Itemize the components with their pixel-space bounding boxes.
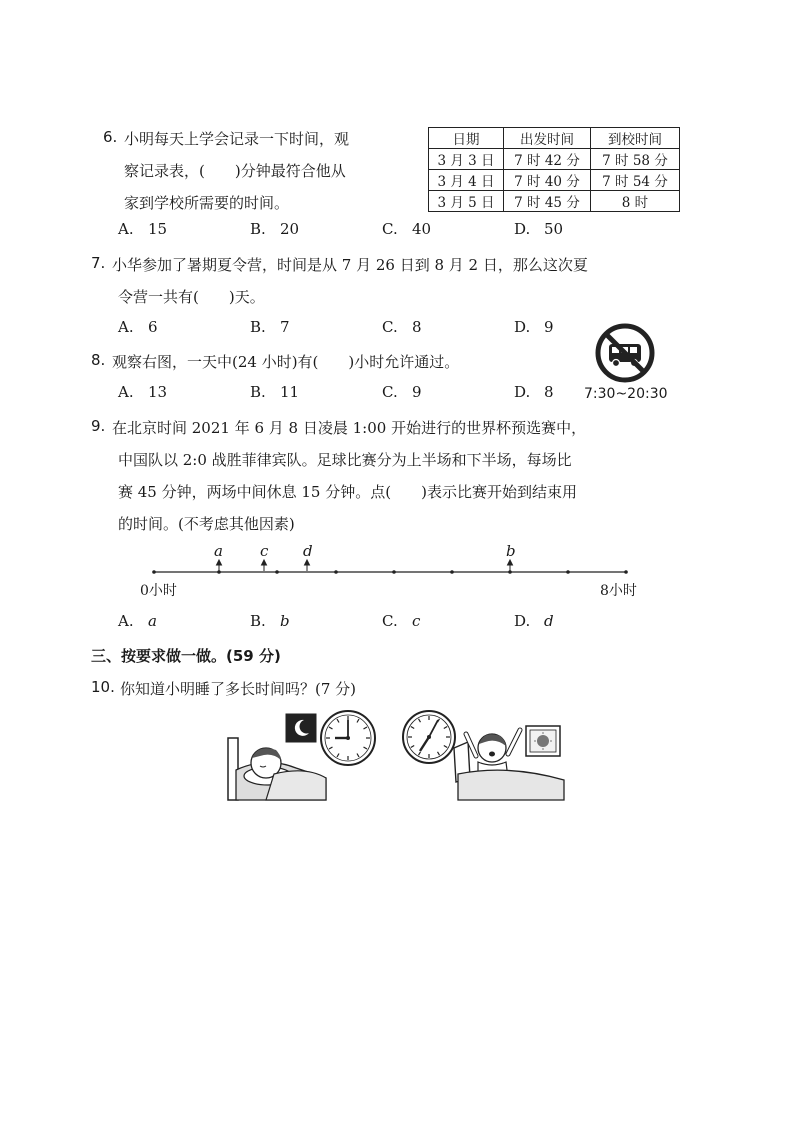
- question-text: 小华参加了暑期夏令营，时间是从 7 月 26 日到 8 月 2 日，那么这次夏: [112, 256, 588, 274]
- table-cell: 7 时 58 分: [591, 149, 680, 170]
- option-letter: C.: [382, 318, 398, 336]
- time-number-line: [140, 540, 640, 600]
- option-letter: A.: [118, 383, 134, 401]
- option-letter: B.: [250, 383, 266, 401]
- option-c[interactable]: [382, 383, 422, 401]
- question-text: 观察右图，一天中(24 小时)有( )小时允许通过。: [112, 353, 460, 371]
- table-cell: 3 月 4 日: [429, 170, 504, 191]
- option-value: 11: [280, 383, 300, 401]
- option-a[interactable]: [118, 383, 167, 401]
- question-text: 在北京时间 2021 年 6 月 8 日凌晨 1:00 开始进行的世界杯预选赛中，: [112, 419, 587, 437]
- option-c[interactable]: [382, 318, 422, 336]
- point-arrows: [217, 560, 513, 571]
- option-b[interactable]: [250, 220, 299, 238]
- table-row: [429, 191, 680, 212]
- option-d[interactable]: [514, 220, 563, 238]
- option-letter: C.: [382, 220, 398, 238]
- question-text: 赛 45 分钟，两场中间休息 15 分钟。点( )表示比赛开始到结束用: [118, 483, 577, 501]
- option-a[interactable]: [118, 220, 167, 238]
- table-header-cell: 日期: [429, 128, 504, 149]
- axis-start-label: 0小时: [140, 583, 177, 599]
- option-value: 20: [280, 220, 300, 238]
- option-value: 7: [280, 318, 290, 336]
- option-letter: B.: [250, 318, 266, 336]
- option-letter: D.: [514, 318, 531, 336]
- question-number: 10.: [91, 678, 115, 696]
- no-bus-sign-icon: [594, 322, 656, 384]
- option-c[interactable]: [382, 612, 420, 630]
- table-header-cell: 到校时间: [591, 128, 680, 149]
- waking-boy-illustration: [448, 708, 570, 804]
- table-cell: 7 时 54 分: [591, 170, 680, 191]
- sign-time-caption: 7:30~20:30: [584, 386, 668, 402]
- option-letter: D.: [514, 612, 531, 630]
- option-value: 40: [412, 220, 432, 238]
- question-text: 察记录表，( )分钟最符合他从: [124, 162, 346, 180]
- table-row: [429, 170, 680, 191]
- option-b[interactable]: [250, 383, 299, 401]
- time-record-table: [428, 127, 680, 212]
- axis-end-label: 8小时: [600, 583, 637, 599]
- option-value: 8: [544, 383, 554, 401]
- question-text: 你知道小明睡了多长时间吗？(7 分): [120, 680, 357, 698]
- clock-sleep-icon: [318, 708, 378, 768]
- option-value: c: [412, 612, 421, 630]
- option-value: 15: [148, 220, 168, 238]
- option-letter: A.: [118, 220, 134, 238]
- question-number: 8.: [91, 351, 106, 369]
- option-b[interactable]: [250, 318, 290, 336]
- question-number: 9.: [91, 417, 106, 435]
- option-value: 13: [148, 383, 168, 401]
- option-d[interactable]: [514, 318, 554, 336]
- table-row: [429, 149, 680, 170]
- option-d[interactable]: [514, 383, 554, 401]
- option-value: 9: [412, 383, 422, 401]
- point-label-c: c: [260, 542, 269, 560]
- table-header-row: [429, 128, 680, 149]
- option-letter: B.: [250, 612, 266, 630]
- option-letter: D.: [514, 383, 531, 401]
- question-text: 令营一共有( )天。: [118, 288, 265, 306]
- table-cell: 3 月 5 日: [429, 191, 504, 212]
- option-letter: D.: [514, 220, 531, 238]
- table-cell: 7 时 45 分: [504, 191, 591, 212]
- option-value: d: [544, 612, 554, 630]
- question-number: 6.: [103, 128, 118, 146]
- option-value: a: [148, 612, 157, 630]
- option-value: 8: [412, 318, 422, 336]
- option-value: 50: [544, 220, 564, 238]
- question-text: 家到学校所需要的时间。: [124, 194, 290, 212]
- option-b[interactable]: [250, 612, 290, 630]
- table-cell: 7 时 42 分: [504, 149, 591, 170]
- section-heading: 三、按要求做一做。(59 分): [91, 647, 281, 665]
- option-d[interactable]: [514, 612, 554, 630]
- option-c[interactable]: [382, 220, 431, 238]
- option-letter: A.: [118, 318, 134, 336]
- table-header-cell: 出发时间: [504, 128, 591, 149]
- option-value: 9: [544, 318, 554, 336]
- option-letter: C.: [382, 383, 398, 401]
- table-cell: 8 时: [591, 191, 680, 212]
- point-label-b: b: [506, 542, 516, 560]
- option-a[interactable]: [118, 318, 158, 336]
- option-letter: A.: [118, 612, 134, 630]
- table-cell: 7 时 40 分: [504, 170, 591, 191]
- option-value: 6: [148, 318, 158, 336]
- question-number: 7.: [91, 254, 106, 272]
- question-text: 中国队以 2:0 战胜菲律宾队。足球比赛分为上半场和下半场，每场比: [118, 451, 572, 469]
- table-cell: 3 月 3 日: [429, 149, 504, 170]
- question-text: 小明每天上学会记录一下时间，观: [124, 130, 350, 148]
- option-a[interactable]: [118, 612, 157, 630]
- point-label-d: d: [303, 542, 313, 560]
- option-letter: C.: [382, 612, 398, 630]
- option-value: b: [280, 612, 290, 630]
- point-label-a: a: [214, 542, 223, 560]
- question-text: 的时间。(不考虑其他因素): [118, 515, 295, 533]
- option-letter: B.: [250, 220, 266, 238]
